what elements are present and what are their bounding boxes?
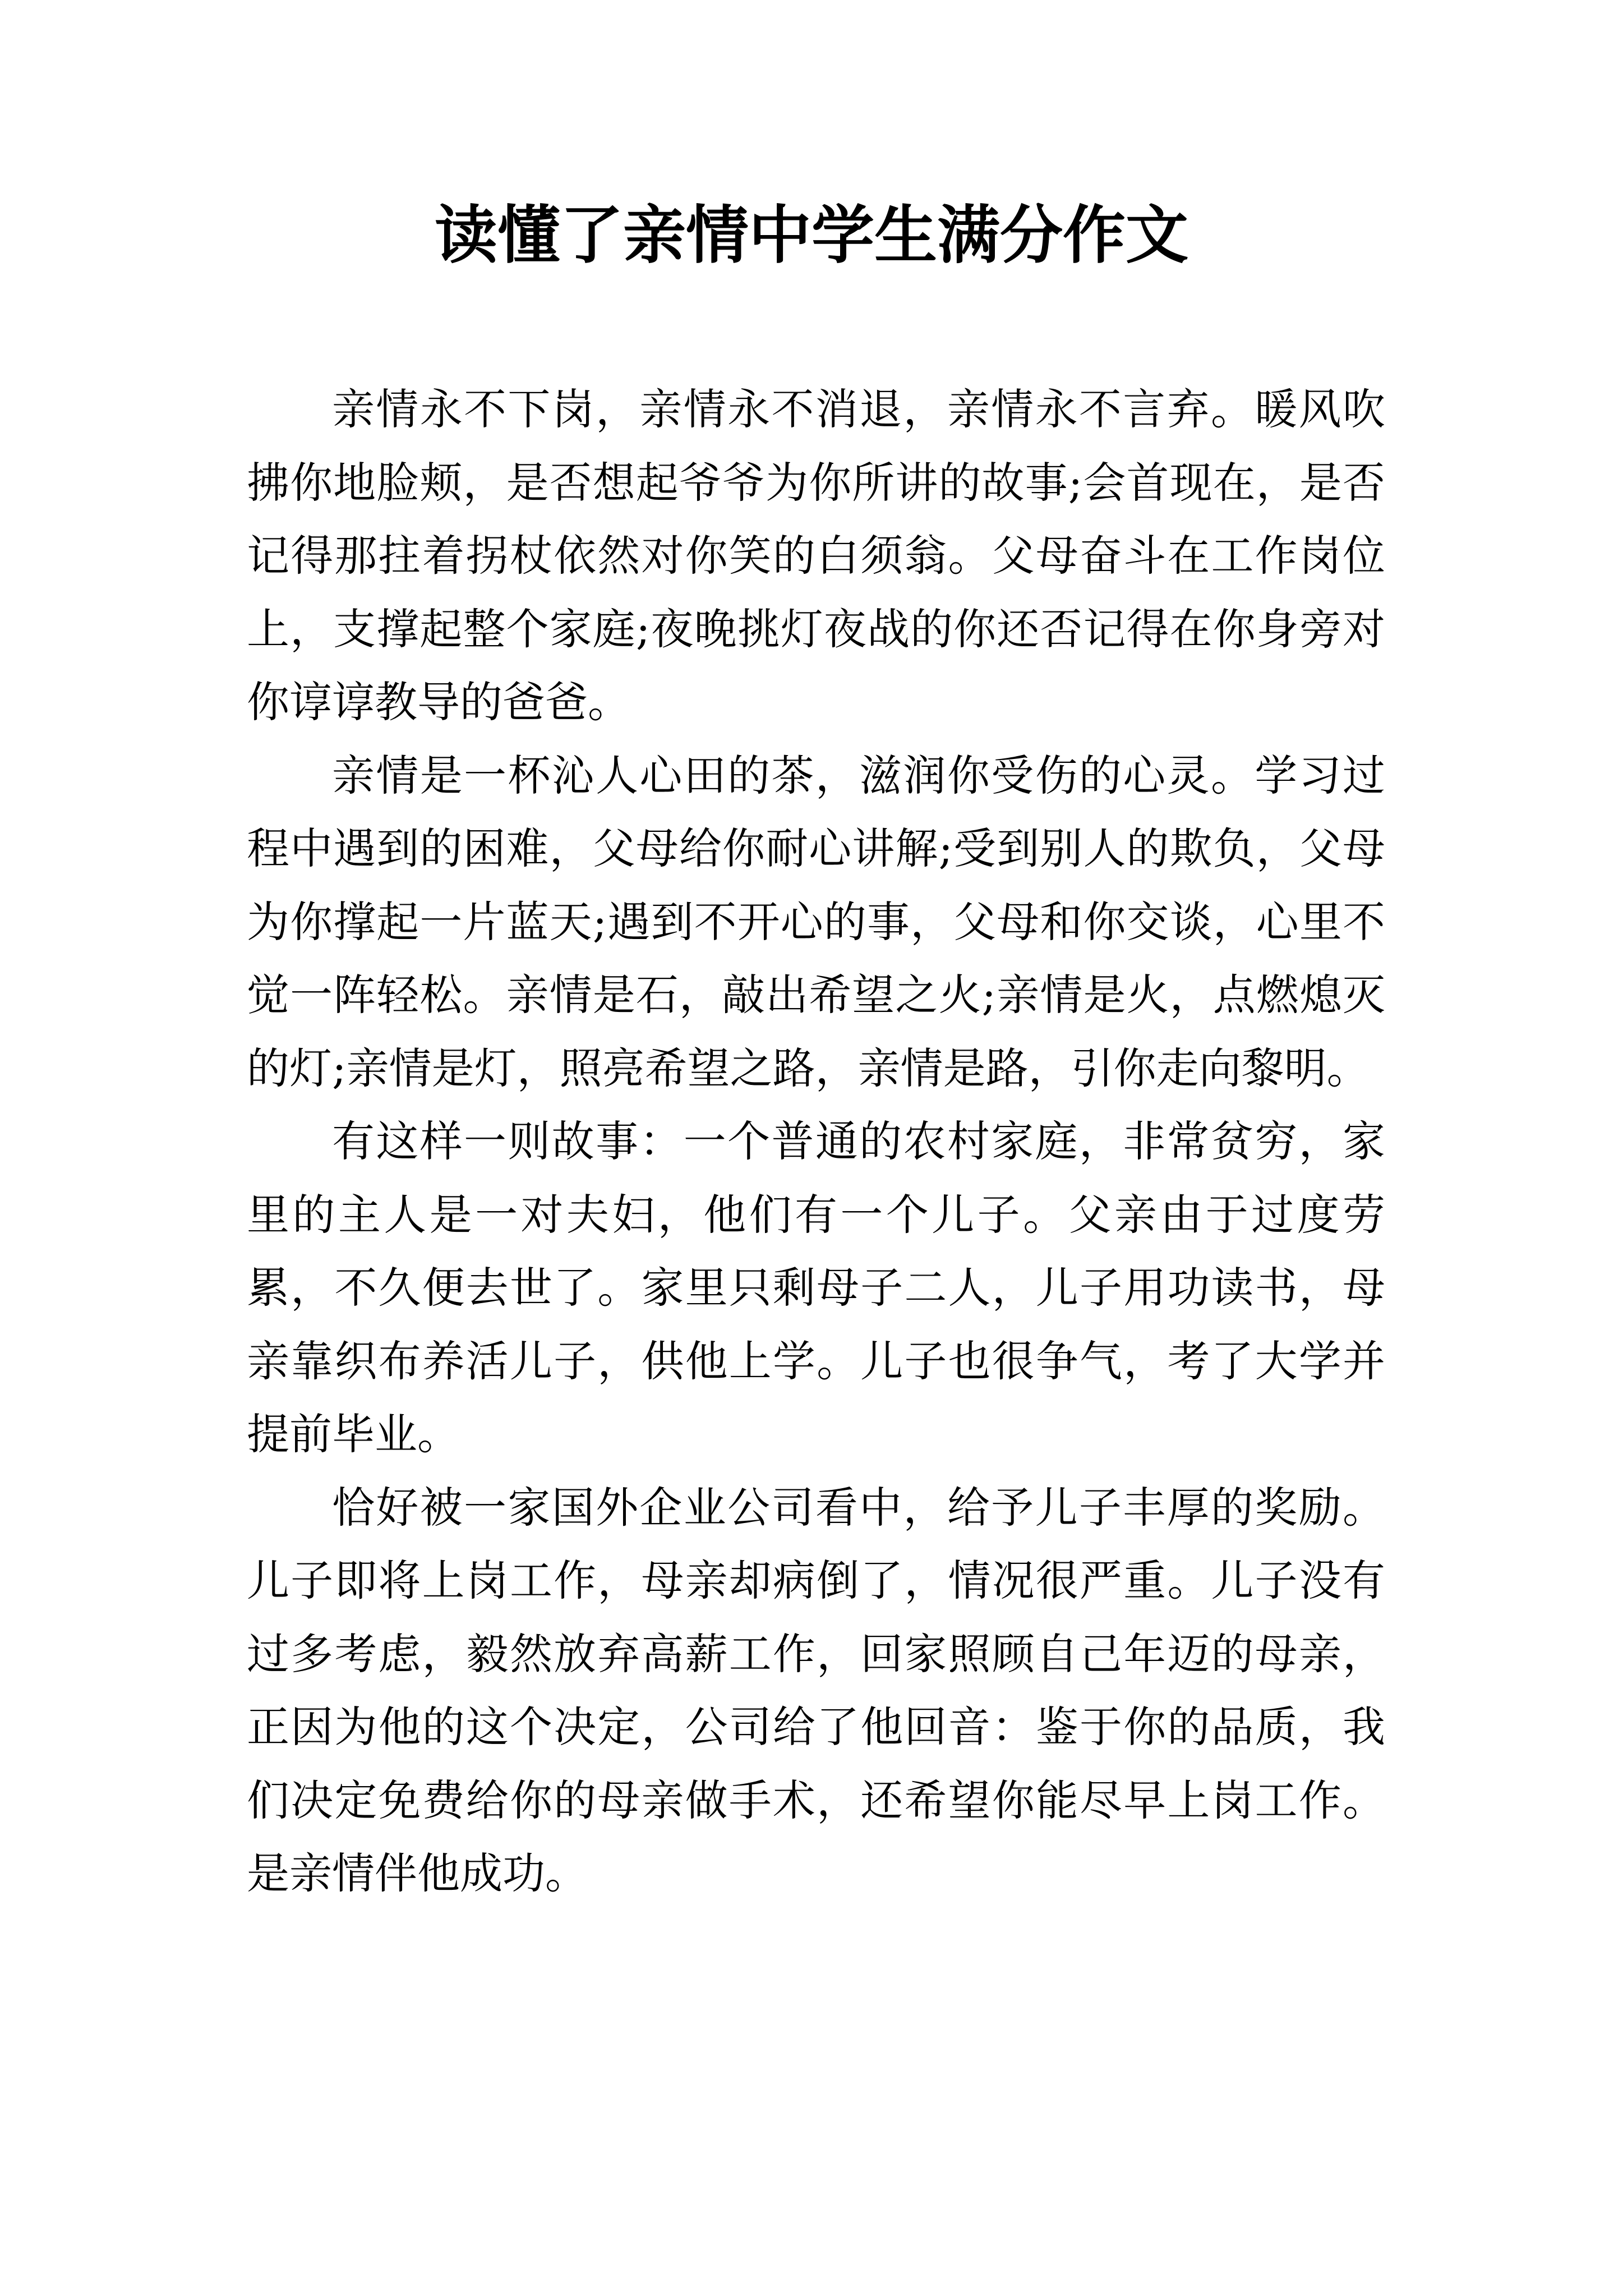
paragraph-2: 亲情是一杯沁人心田的茶，滋润你受伤的心灵。学习过程中遇到的困难，父母给你耐心讲解;受到别人的欺负，父母为你撑起一片蓝天;遇到不开心的事，父母和你交谈，心里不觉一阵轻松。亲情是石，敲出希望之火;亲情是火，点燃熄灭的灯;亲情是灯，照亮希望之路，亲情是路，引你走向黎明。 xyxy=(247,750,1385,1093)
paragraph-1: 亲情永不下岗，亲情永不消退，亲情永不言弃。暖风吹拂你地脸颊，是否想起爷爷为你所讲的故事;会首现在，是否记得那拄着拐杖依然对你笑的白须翁。父母奋斗在工作岗位上，支撑起整个家庭;夜晚挑灯夜战的你还否记得在你身旁对你谆谆教导的爸爸。 xyxy=(247,384,1385,727)
paragraph-3: 有这样一则故事：一个普通的农村家庭，非常贫穷，家里的主人是一对夫妇，他们有一个儿子。父亲由于过度劳累，不久便去世了。家里只剩母子二人，儿子用功读书，母亲靠织布养活儿子，供他上学。儿子也很争气，考了大学并提前毕业。 xyxy=(247,1116,1385,1459)
document-body xyxy=(247,373,1385,1911)
document-title: 读懂了亲情中学生满分作文 xyxy=(435,199,1188,272)
paragraph-4: 恰好被一家国外企业公司看中，给予儿子丰厚的奖励。儿子即将上岗工作，母亲却病倒了，情况很严重。儿子没有过多考虑，毅然放弃高薪工作，回家照顾自己年迈的母亲，正因为他的这个决定，公司给了他回音：鉴于你的品质，我们决定免费给你的母亲做手术，还希望你能尽早上岗工作。是亲情伴他成功。 xyxy=(247,1482,1385,1898)
